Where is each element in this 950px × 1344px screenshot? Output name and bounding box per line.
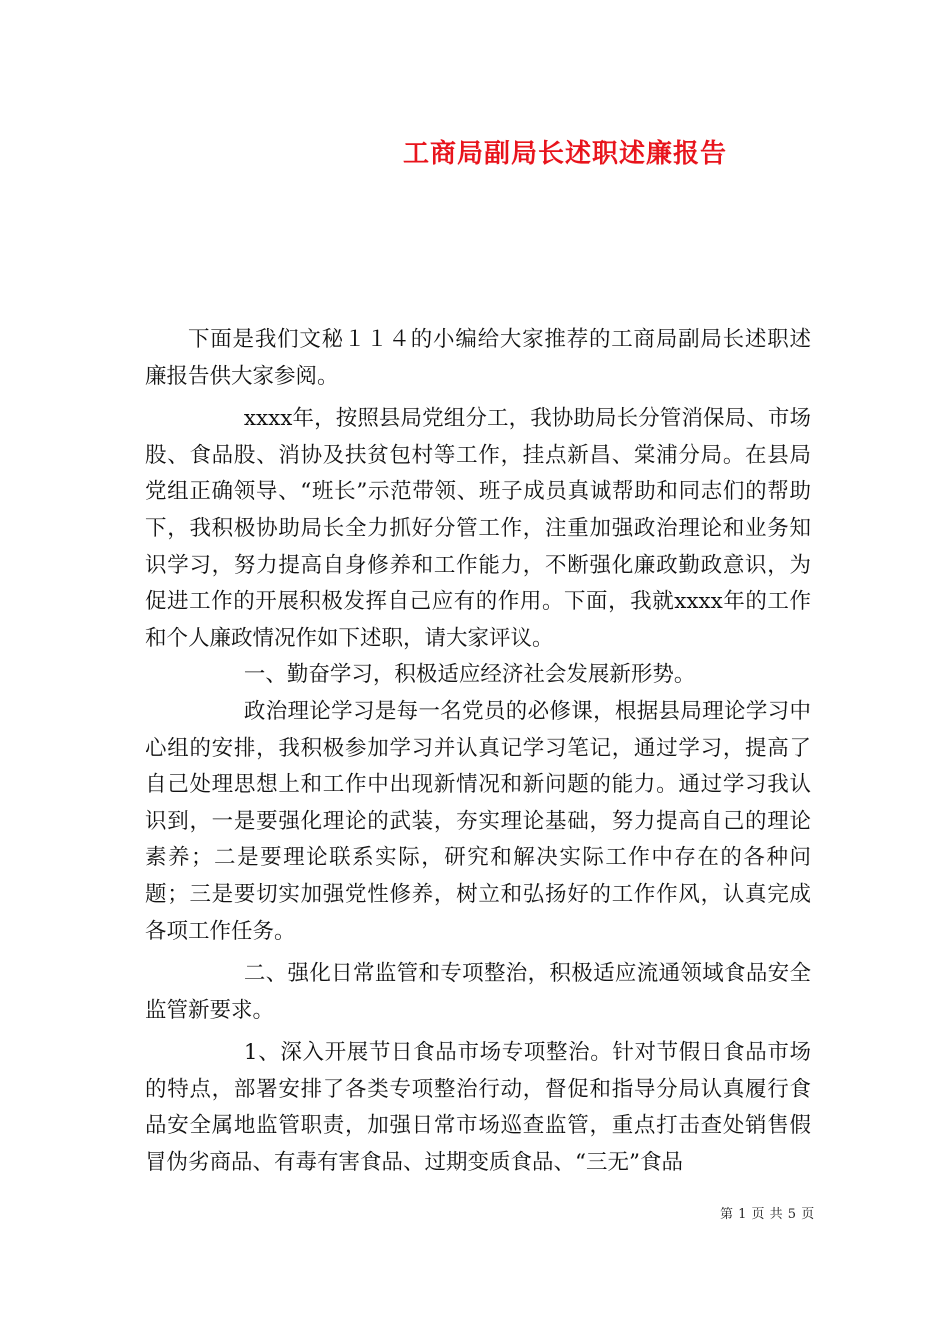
document-title: 工商局副局长述职述廉报告 bbox=[402, 139, 727, 169]
section-heading: 二、强化日常监管和专项整治，积极适应流通领域食品安全监管新要求。 bbox=[145, 961, 811, 1023]
section-heading: 一、勤奋学习，积极适应经济社会发展新形势。 bbox=[243, 662, 696, 688]
document-body bbox=[145, 322, 811, 1182]
intro-paragraph: 下面是我们文秘１１４的小编给大家推荐的工商局副局长述职述廉报告供大家参阅。 bbox=[145, 327, 811, 389]
body-paragraph: xxxx年，按照县局党组分工，我协助局长分管消保局、市场股、食品股、消协及扶贫包村等工作，挂点新昌、棠浦分局。在县局党组正确领导、“班长”示范带领、班子成员真诚帮助和同志们的帮助下，我积极协助局长全力抓好分管工作，注重加强政治理论和业务知识学习，努力提高自身修养和工作能力，不断强化廉政勤政意识，为促进工作的开展积极发挥自己应有的作用。下面，我就xxxx年的工作和个人廉政情况作如下述职，请大家评议。 bbox=[145, 406, 811, 651]
body-paragraph: 政治理论学习是每一名党员的必修课，根据县局理论学习中心组的安排，我积极参加学习并认真记学习笔记，通过学习，提高了自己处理思想上和工作中出现新情况和新问题的能力。通过学习我认识到，一是要强化理论的武装，夯实理论基础，努力提高自己的理论素养；二是要理论联系实际，研究和解决实际工作中存在的各种问题；三是要切实加强党性修养，树立和弘扬好的工作作风，认真完成各项工作任务。 bbox=[145, 698, 811, 944]
page-number: 第 1 页 共 5 页 bbox=[720, 1207, 815, 1222]
body-paragraph: 1、深入开展节日食品市场专项整治。针对节假日食品市场的特点，部署安排了各类专项整治行动，督促和指导分局认真履行食品安全属地监管职责，加强日常市场巡查监管，重点打击查处销售假冒伪劣商品、有毒有害食品、过期变质食品、“三无”食品 bbox=[145, 1040, 811, 1176]
